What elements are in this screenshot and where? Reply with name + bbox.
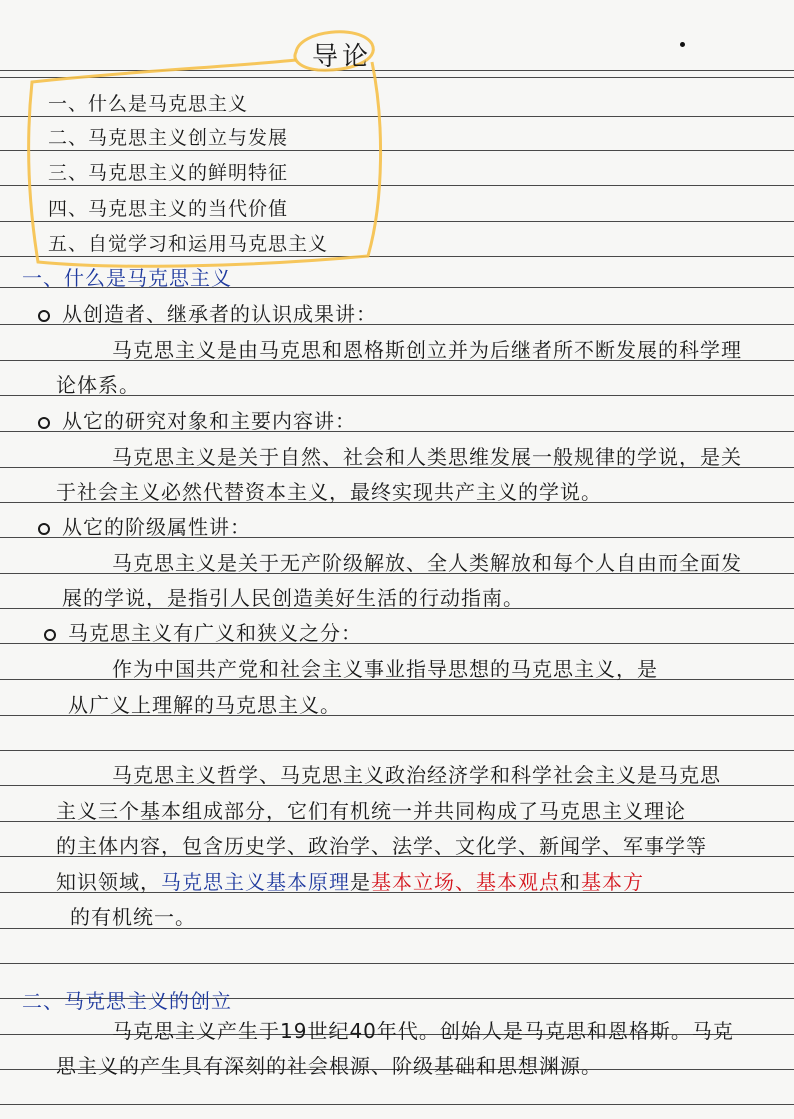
text-span: 和 [560,870,581,894]
body-line: 的有机统一。 [70,905,196,929]
body-line: 马克思主义是关于自然、社会和人类思维发展一般规律的学说，是关 [112,445,742,469]
bullet-text: 马克思主义有广义和狭义之分： [68,621,362,645]
toc-item-1: 一、什么是马克思主义 [48,93,249,115]
text-span: 是 [350,870,371,894]
page-title: 导论 [312,42,373,72]
highlight-principle: 马克思主义基本原理 [161,870,350,894]
highlight-method: 基本方 [581,870,644,894]
body-line: 马克思主义是关于无产阶级解放、全人类解放和每个人自由而全面发 [112,551,742,575]
toc-item-5: 五、自觉学习和运用马克思主义 [48,233,329,255]
body-line-mixed [56,866,644,895]
section-heading: 一、什么是马克思主义 [22,266,232,290]
toc-item-2: 二、马克思主义创立与发展 [48,127,289,149]
body-line: 马克思主义产生于19世纪40年代。创始人是马克思和恩格斯。马克 [112,1019,734,1043]
bullet-text: 从它的研究对象和主要内容讲： [62,409,356,433]
highlight-stance: 基本立场、基本观点 [371,870,560,894]
bullet-text: 从创造者、继承者的认识成果讲： [62,302,377,326]
section-heading: 二、马克思主义的创立 [22,989,232,1013]
bullet-label [38,405,356,434]
bullet-icon [38,523,50,535]
bullet-text: 从它的阶级属性讲： [62,515,251,539]
bullet-label [38,511,251,540]
body-line: 主义三个基本组成部分，它们有机统一并共同构成了马克思主义理论 [56,799,686,823]
bullet-label [38,298,377,327]
toc-item-3: 三、马克思主义的鲜明特征 [48,162,289,184]
body-line: 展的学说，是指引人民创造美好生活的行动指南。 [62,586,524,610]
body-line: 的主体内容，包含历史学、政治学、法学、文化学、新闻学、军事学等 [56,834,707,858]
body-line: 论体系。 [56,373,140,397]
body-line: 思主义的产生具有深刻的社会根源、阶级基础和思想渊源。 [56,1054,602,1078]
toc-item-4: 四、马克思主义的当代价值 [48,198,289,220]
body-line: 从广义上理解的马克思主义。 [68,693,341,717]
body-line: 马克思主义是由马克思和恩格斯创立并为后继者所不断发展的科学理 [112,338,742,362]
text-span: 知识领域， [56,870,161,894]
bullet-label [44,617,362,646]
ink-dot [680,42,685,47]
bullet-icon [38,310,50,322]
body-line: 作为中国共产党和社会主义事业指导思想的马克思主义，是 [112,657,658,681]
body-line: 马克思主义哲学、马克思主义政治经济学和科学社会主义是马克思 [112,763,721,787]
bullet-icon [44,629,56,641]
body-line: 于社会主义必然代替资本主义，最终实现共产主义的学说。 [56,480,602,504]
bullet-icon [38,417,50,429]
